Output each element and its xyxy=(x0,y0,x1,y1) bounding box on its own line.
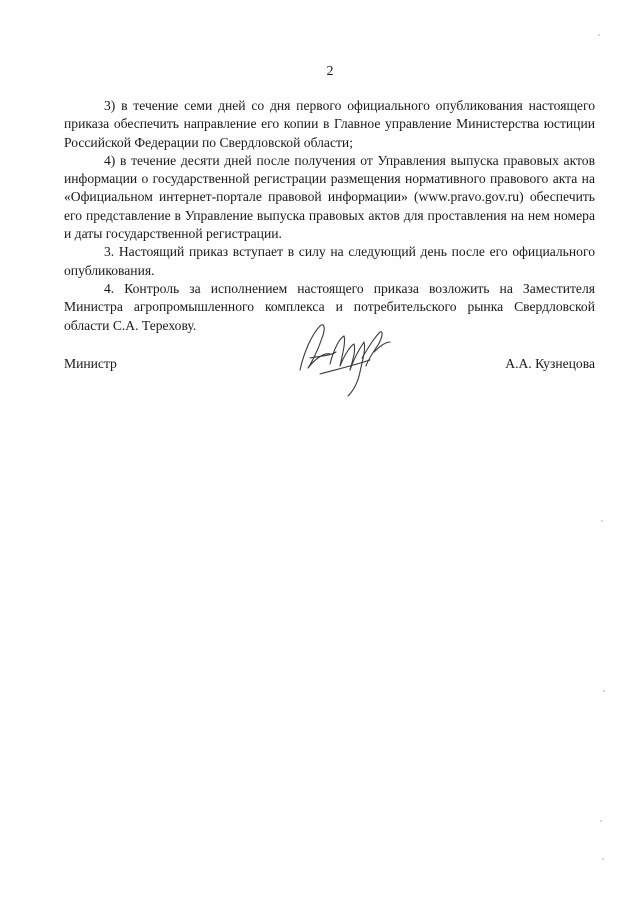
scan-speck xyxy=(603,690,605,692)
signatory-name: А.А. Кузнецова xyxy=(505,356,595,371)
paragraph-item-4: 4) в течение десяти дней после получения от Управления выпуска правовых актов информации о государственной регистрации размещения нормативного правового акта на «Официальном интернет-портале правовой информации» (www.pravo.gov.ru) обеспечить его представление в Управление выпуска правовых актов для проставления на нем номера и даты государственной регистрации. xyxy=(64,152,595,242)
paragraph-item-3: 3) в течение семи дней со дня первого официального опубликования настоящего приказа обеспечить направление его копии в Главное управление Министерства юстиции Российской Федерации по Свердловской области; xyxy=(64,98,595,150)
signatory-title: Министр xyxy=(64,356,117,371)
document-body xyxy=(64,97,595,335)
scan-speck xyxy=(602,858,604,860)
scan-speck xyxy=(601,520,603,522)
page-number: 2 xyxy=(326,64,334,79)
paragraph-point-3: 3. Настоящий приказ вступает в силу на следующий день после его официального опубликования. xyxy=(64,244,595,278)
scan-speck xyxy=(600,820,602,822)
paragraph-point-4: 4. Контроль за исполнением настоящего приказа возложить на Заместителя Министра агропромышленного комплекса и потребительского рынка Свердловской области С.А. Терехову. xyxy=(64,280,595,333)
scan-speck xyxy=(598,34,600,36)
signature-block xyxy=(64,356,595,376)
